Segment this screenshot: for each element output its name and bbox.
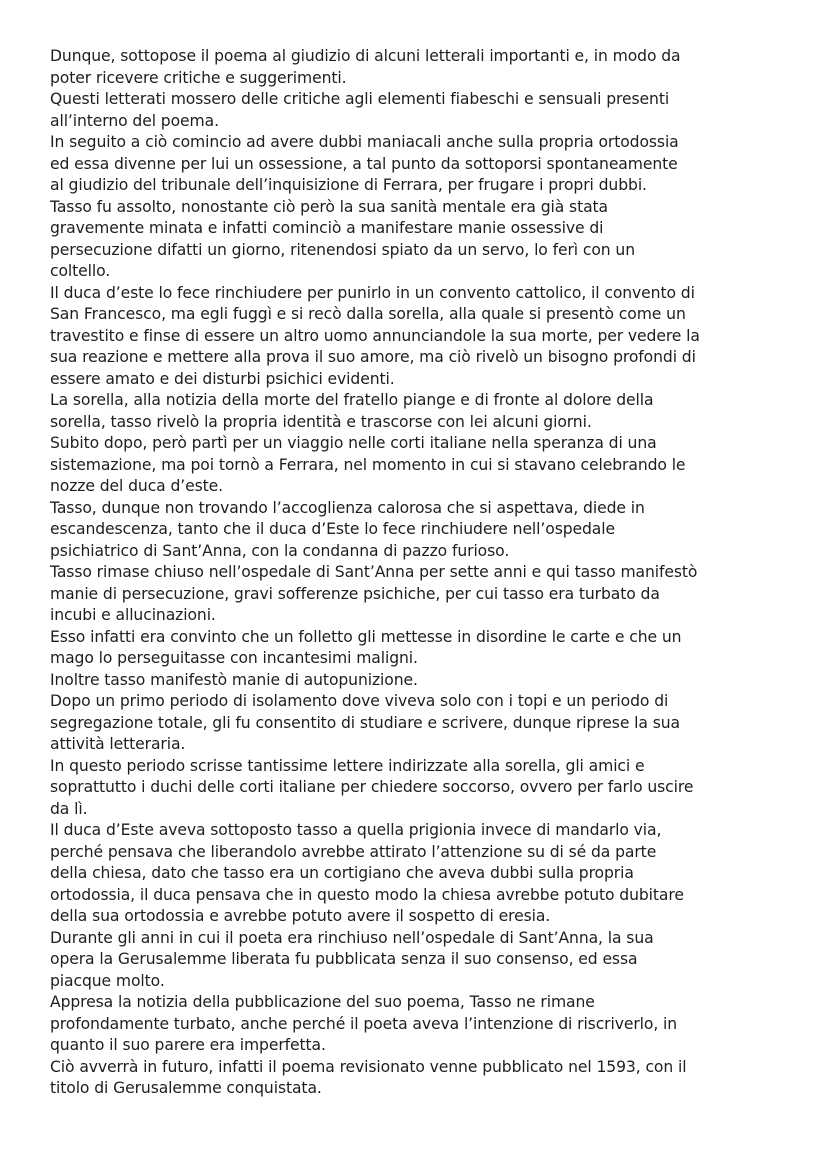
text-line: Inoltre tasso manifestò manie di autopunizione.	[50, 670, 418, 689]
text-line: sistemazione, ma poi tornò a Ferrara, nel momento in cui si stavano celebrando le	[50, 455, 686, 474]
text-line: titolo di Gerusalemme conquistata.	[50, 1079, 322, 1097]
text-line: Subito dopo, però partì per un viaggio nelle corti italiane nella speranza di una	[50, 434, 657, 452]
text-line: della chiesa, dato che tasso era un cortigiano che aveva dubbi sulla propria	[50, 864, 634, 882]
text-line: gravemente minata e infatti cominciò a manifestare manie ossessive di	[50, 219, 604, 237]
text-line: Durante gli anni in cui il poeta era rinchiuso nell’ospedale di Sant’Anna, la sua	[50, 928, 654, 947]
text-line: ortodossia, il duca pensava che in questo modo la chiesa avrebbe potuto dubitare	[50, 885, 684, 904]
text-line: Il duca d’Este aveva sottoposto tasso a quella prigionia invece di mandarlo via,	[50, 821, 662, 839]
text-line: San Francesco, ma egli fuggì e si recò dalla sorella, alla quale si presentò come un	[50, 305, 686, 323]
text-line: piacque molto.	[50, 971, 165, 990]
text-line: Ciò avverrà in futuro, infatti il poema revisionato venne pubblicato nel 1593, con il	[50, 1057, 687, 1076]
text-line: ed essa divenne per lui un ossessione, a tal punto da sottoporsi spontaneamente	[50, 154, 678, 173]
document-body	[50, 46, 785, 1100]
text-line: all’interno del poema.	[50, 111, 219, 130]
text-line: psichiatrico di Sant’Anna, con la condanna di pazzo furioso.	[50, 541, 510, 560]
text-line: opera la Gerusalemme liberata fu pubblicata senza il suo consenso, ed essa	[50, 950, 638, 968]
text-line: poter ricevere critiche e suggerimenti.	[50, 68, 347, 87]
text-line: Tasso rimase chiuso nell’ospedale di Sant’Anna per sette anni e qui tasso manifestò	[50, 563, 698, 581]
text-line: coltello.	[50, 262, 111, 280]
text-line: escandescenza, tanto che il duca d’Este lo fece rinchiudere nell’ospedale	[50, 520, 615, 538]
text-line: In seguito a ciò comincio ad avere dubbi maniacali anche sulla propria ortodossia	[50, 133, 679, 151]
text-line: Il duca d’este lo fece rinchiudere per punirlo in un convento cattolico, il convento di	[50, 283, 695, 302]
text-line: Tasso, dunque non trovando l’accoglienza calorosa che si aspettava, diede in	[50, 498, 645, 517]
text-line: Dunque, sottopose il poema al giudizio di alcuni letterali importanti e, in modo da	[50, 47, 681, 65]
text-line: Dopo un primo periodo di isolamento dove viveva solo con i topi e un periodo di	[50, 692, 669, 710]
text-line: Appresa la notizia della pubblicazione del suo poema, Tasso ne rimane	[50, 993, 595, 1011]
text-line: travestito e finse di essere un altro uomo annunciandole la sua morte, per vedere la	[50, 326, 700, 345]
text-line: Tasso fu assolto, nonostante ciò però la sua sanità mentale era già stata	[50, 197, 609, 216]
text-line: da lì.	[50, 799, 88, 818]
text-line: della sua ortodossia e avrebbe potuto avere il sospetto di eresia.	[50, 907, 551, 925]
text-line: manie di persecuzione, gravi sofferenze psichiche, per cui tasso era turbato da	[50, 584, 660, 603]
text-line: perché pensava che liberandolo avrebbe attirato l’attenzione su di sé da parte	[50, 842, 657, 861]
text-line: profondamente turbato, anche perché il poeta aveva l’intenzione di riscriverlo, in	[50, 1014, 678, 1033]
text-line: al giudizio del tribunale dell’inquisizione di Ferrara, per frugare i propri dubbi.	[50, 176, 647, 194]
text-line: attività letteraria.	[50, 735, 186, 753]
text-line: In questo periodo scrisse tantissime lettere indirizzate alla sorella, gli amici e	[50, 756, 645, 775]
text-line: incubi e allucinazioni.	[50, 606, 216, 624]
text-line: sua reazione e mettere alla prova il suo amore, ma ciò rivelò un bisogno profondi di	[50, 348, 696, 366]
text-line: soprattutto i duchi delle corti italiane per chiedere soccorso, ovvero per farlo uscire	[50, 778, 694, 796]
text-line: Questi letterati mossero delle critiche agli elementi fiabeschi e sensuali presenti	[50, 90, 670, 108]
text-line: quanto il suo parere era imperfetta.	[50, 1036, 326, 1054]
text-line: mago lo perseguitasse con incantesimi maligni.	[50, 649, 418, 667]
text-line: segregazione totale, gli fu consentito di studiare e scrivere, dunque riprese la sua	[50, 713, 680, 732]
text-line: persecuzione difatti un giorno, ritenendosi spiato da un servo, lo ferì con un	[50, 240, 635, 259]
text-line: essere amato e dei disturbi psichici evidenti.	[50, 369, 395, 388]
text-line: Esso infatti era convinto che un folletto gli mettesse in disordine le carte e che un	[50, 627, 682, 646]
text-line: La sorella, alla notizia della morte del fratello piange e di fronte al dolore della	[50, 391, 654, 409]
text-line: sorella, tasso rivelò la propria identità e trascorse con lei alcuni giorni.	[50, 412, 592, 431]
text-line: nozze del duca d’este.	[50, 477, 224, 495]
